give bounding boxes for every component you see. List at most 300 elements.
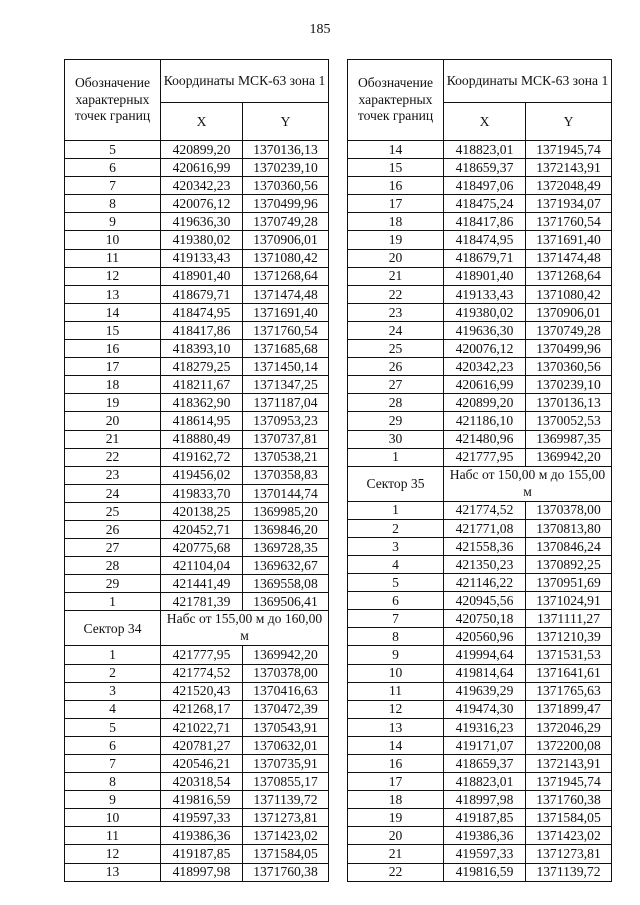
- x-coordinate: 420342,23: [444, 358, 526, 376]
- y-coordinate: 1371268,64: [526, 267, 612, 285]
- x-coordinate: 419162,72: [161, 448, 243, 466]
- y-coordinate: 1369728,35: [243, 539, 329, 557]
- table-row: [348, 394, 612, 412]
- table-row: [348, 519, 612, 537]
- y-coordinate: 1370735,91: [243, 754, 329, 772]
- table-row: [348, 285, 612, 303]
- table-row: [348, 376, 612, 394]
- table-row: [348, 177, 612, 195]
- point-number: 30: [348, 430, 444, 448]
- point-number: 5: [348, 574, 444, 592]
- x-coordinate: 418497,06: [444, 177, 526, 195]
- point-number: 6: [65, 736, 161, 754]
- table-row: [348, 555, 612, 573]
- x-coordinate: 418211,67: [161, 376, 243, 394]
- table-row: [348, 340, 612, 358]
- table-row: [348, 827, 612, 845]
- point-number: 13: [348, 718, 444, 736]
- y-coordinate: 1369632,67: [243, 557, 329, 575]
- point-number: 25: [348, 340, 444, 358]
- x-coordinate: 420775,68: [161, 539, 243, 557]
- table-row: [348, 213, 612, 231]
- y-coordinate: 1370906,01: [243, 231, 329, 249]
- point-number: 14: [348, 141, 444, 159]
- y-coordinate: 1370538,21: [243, 448, 329, 466]
- y-coordinate: 1371347,25: [243, 376, 329, 394]
- y-coordinate: 1369558,08: [243, 575, 329, 593]
- x-coordinate: 420452,71: [161, 520, 243, 538]
- point-number: 24: [65, 484, 161, 502]
- y-coordinate: 1370499,96: [526, 340, 612, 358]
- y-coordinate: 1369985,20: [243, 502, 329, 520]
- table-row: [65, 177, 329, 195]
- point-number: 9: [348, 646, 444, 664]
- table-row: [65, 430, 329, 448]
- coordinates-table-left: [64, 59, 329, 882]
- point-number: 16: [348, 754, 444, 772]
- table-row: [348, 159, 612, 177]
- y-coordinate: 1371139,72: [243, 791, 329, 809]
- x-coordinate: 421146,22: [444, 574, 526, 592]
- table-row: [348, 430, 612, 448]
- x-coordinate: 420781,27: [161, 736, 243, 754]
- table-row: [65, 159, 329, 177]
- point-number: 3: [348, 537, 444, 555]
- x-coordinate: 418659,37: [444, 159, 526, 177]
- x-coordinate: 418417,86: [161, 321, 243, 339]
- point-number: 3: [65, 682, 161, 700]
- point-number: 1: [65, 593, 161, 611]
- y-coordinate: 1371641,61: [526, 664, 612, 682]
- y-coordinate: 1371899,47: [526, 700, 612, 718]
- table-row: [65, 575, 329, 593]
- left-table-body: [65, 141, 329, 882]
- y-coordinate: 1371760,38: [526, 791, 612, 809]
- point-number: 2: [348, 519, 444, 537]
- x-coordinate: 419639,29: [444, 682, 526, 700]
- y-coordinate: 1371765,63: [526, 682, 612, 700]
- y-coordinate: 1370951,69: [526, 574, 612, 592]
- table-row: [65, 682, 329, 700]
- point-number: 26: [348, 358, 444, 376]
- table-row: [348, 537, 612, 555]
- y-coordinate: 1369987,35: [526, 430, 612, 448]
- right-table-body: [348, 141, 612, 882]
- y-coordinate: 1371760,54: [526, 213, 612, 231]
- x-coordinate: 418393,10: [161, 340, 243, 358]
- point-number: 12: [65, 845, 161, 863]
- x-coordinate: 419316,23: [444, 718, 526, 736]
- table-row: [65, 267, 329, 285]
- x-coordinate: 421520,43: [161, 682, 243, 700]
- x-coordinate: 421558,36: [444, 537, 526, 555]
- point-number: 2: [65, 664, 161, 682]
- point-number: 19: [348, 231, 444, 249]
- y-coordinate: 1369942,20: [526, 448, 612, 466]
- x-coordinate: 420138,25: [161, 502, 243, 520]
- x-coordinate: 419474,30: [444, 700, 526, 718]
- table-row: [348, 249, 612, 267]
- x-coordinate: 419456,02: [161, 466, 243, 484]
- y-coordinate: 1370360,56: [243, 177, 329, 195]
- y-coordinate: 1370813,80: [526, 519, 612, 537]
- x-coordinate: 420342,23: [161, 177, 243, 195]
- point-number: 16: [65, 340, 161, 358]
- point-number: 19: [348, 809, 444, 827]
- y-coordinate: 1369846,20: [243, 520, 329, 538]
- x-coordinate: 418823,01: [444, 773, 526, 791]
- y-coordinate: 1370239,10: [526, 376, 612, 394]
- point-number: 1: [348, 448, 444, 466]
- x-coordinate: 419187,85: [444, 809, 526, 827]
- table-row: [65, 376, 329, 394]
- x-column-header: X: [444, 103, 526, 141]
- point-number: 5: [65, 141, 161, 159]
- x-coordinate: 418417,86: [444, 213, 526, 231]
- table-row: [348, 195, 612, 213]
- table-row: [65, 557, 329, 575]
- table-row: [65, 539, 329, 557]
- y-coordinate: 1370416,63: [243, 682, 329, 700]
- x-column-header: X: [161, 103, 243, 141]
- y-coordinate: 1370737,81: [243, 430, 329, 448]
- y-coordinate: 1369506,41: [243, 593, 329, 611]
- table-row: [65, 827, 329, 845]
- y-coordinate: 1371945,74: [526, 141, 612, 159]
- table-row: [65, 412, 329, 430]
- x-coordinate: 418474,95: [161, 303, 243, 321]
- y-coordinate: 1371273,81: [526, 845, 612, 863]
- table-row: [348, 412, 612, 430]
- y-coordinate: 1370846,24: [526, 537, 612, 555]
- point-number: 21: [65, 430, 161, 448]
- table-row: [348, 845, 612, 863]
- y-coordinate: 1370499,96: [243, 195, 329, 213]
- coordinate-system-header: Координаты МСК-63 зона 1: [161, 60, 329, 103]
- sector-name: Сектор 35: [348, 466, 444, 501]
- x-coordinate: 419386,36: [444, 827, 526, 845]
- point-number: 21: [348, 267, 444, 285]
- y-coordinate: 1371474,48: [243, 285, 329, 303]
- y-coordinate: 1372048,49: [526, 177, 612, 195]
- coordinate-system-header: Координаты МСК-63 зона 1: [444, 60, 612, 103]
- y-column-header: Y: [526, 103, 612, 141]
- table-row: [65, 141, 329, 159]
- page-number: 185: [309, 22, 331, 37]
- x-coordinate: 419380,02: [444, 303, 526, 321]
- table-row: [65, 502, 329, 520]
- table-row: [348, 773, 612, 791]
- x-coordinate: 419833,70: [161, 484, 243, 502]
- table-row: [65, 466, 329, 484]
- y-coordinate: 1370855,17: [243, 773, 329, 791]
- y-coordinate: 1371423,02: [526, 827, 612, 845]
- point-number: 29: [348, 412, 444, 430]
- point-number: 12: [348, 700, 444, 718]
- point-number: 7: [348, 610, 444, 628]
- x-coordinate: 418823,01: [444, 141, 526, 159]
- table-row: [65, 394, 329, 412]
- point-number: 11: [65, 249, 161, 267]
- y-coordinate: 1372200,08: [526, 736, 612, 754]
- point-number: 28: [348, 394, 444, 412]
- y-coordinate: 1371584,05: [243, 845, 329, 863]
- y-coordinate: 1370378,00: [526, 501, 612, 519]
- point-number: 9: [65, 791, 161, 809]
- y-coordinate: 1370136,13: [243, 141, 329, 159]
- table-row: [65, 321, 329, 339]
- x-coordinate: 419380,02: [161, 231, 243, 249]
- x-coordinate: 421777,95: [444, 448, 526, 466]
- point-number: 23: [65, 466, 161, 484]
- x-coordinate: 419597,33: [161, 809, 243, 827]
- table-row: [65, 646, 329, 664]
- point-number: 29: [65, 575, 161, 593]
- x-coordinate: 420616,99: [161, 159, 243, 177]
- y-coordinate: 1371934,07: [526, 195, 612, 213]
- table-row: [65, 863, 329, 881]
- point-number: 10: [65, 231, 161, 249]
- y-coordinate: 1371531,53: [526, 646, 612, 664]
- point-number: 7: [65, 754, 161, 772]
- table-row: [348, 791, 612, 809]
- point-number: 19: [65, 394, 161, 412]
- y-coordinate: 1370749,28: [526, 321, 612, 339]
- x-coordinate: 420546,21: [161, 754, 243, 772]
- y-coordinate: 1371024,91: [526, 592, 612, 610]
- table-row: [348, 231, 612, 249]
- y-coordinate: 1371273,81: [243, 809, 329, 827]
- point-number: 1: [348, 501, 444, 519]
- x-coordinate: 419187,85: [161, 845, 243, 863]
- y-coordinate: 1371685,68: [243, 340, 329, 358]
- point-number: 13: [65, 863, 161, 881]
- point-number: 13: [65, 285, 161, 303]
- x-coordinate: 419133,43: [444, 285, 526, 303]
- y-coordinate: 1370144,74: [243, 484, 329, 502]
- point-number: 22: [348, 285, 444, 303]
- x-coordinate: 421781,39: [161, 593, 243, 611]
- x-coordinate: 418880,49: [161, 430, 243, 448]
- table-row: [348, 863, 612, 881]
- x-coordinate: 418614,95: [161, 412, 243, 430]
- point-number: 5: [65, 718, 161, 736]
- table-row: [348, 610, 612, 628]
- y-coordinate: 1371584,05: [526, 809, 612, 827]
- table-row: [65, 448, 329, 466]
- table-row: [65, 231, 329, 249]
- y-column-header: Y: [243, 103, 329, 141]
- x-coordinate: 418679,71: [161, 285, 243, 303]
- point-number: 18: [348, 791, 444, 809]
- y-coordinate: 1371691,40: [243, 303, 329, 321]
- point-number: 8: [65, 195, 161, 213]
- y-coordinate: 1370052,53: [526, 412, 612, 430]
- x-coordinate: 421268,17: [161, 700, 243, 718]
- point-number: 10: [65, 809, 161, 827]
- table-row: [65, 303, 329, 321]
- y-coordinate: 1372046,29: [526, 718, 612, 736]
- x-coordinate: 420899,20: [161, 141, 243, 159]
- point-number: 15: [65, 321, 161, 339]
- table-row: [348, 448, 612, 466]
- x-coordinate: 418679,71: [444, 249, 526, 267]
- x-coordinate: 419816,59: [161, 791, 243, 809]
- point-number: 23: [348, 303, 444, 321]
- point-number: 20: [348, 827, 444, 845]
- table-row: [348, 267, 612, 285]
- point-number: 7: [65, 177, 161, 195]
- coordinates-table-right: [347, 59, 612, 882]
- point-number: 24: [348, 321, 444, 339]
- table-row: [348, 682, 612, 700]
- table-row: [65, 809, 329, 827]
- table-row: [65, 754, 329, 772]
- table-row: [348, 592, 612, 610]
- sector-name: Сектор 34: [65, 611, 161, 646]
- table-row: [348, 809, 612, 827]
- point-number: 11: [65, 827, 161, 845]
- table-row: [348, 574, 612, 592]
- point-number: 14: [348, 736, 444, 754]
- y-coordinate: 1370239,10: [243, 159, 329, 177]
- point-number: 11: [348, 682, 444, 700]
- point-number: 9: [65, 213, 161, 231]
- point-number: 8: [65, 773, 161, 791]
- point-number: 18: [65, 376, 161, 394]
- table-row: [348, 321, 612, 339]
- y-coordinate: 1370136,13: [526, 394, 612, 412]
- point-number: 14: [65, 303, 161, 321]
- table-row: [65, 593, 329, 611]
- point-number: 8: [348, 628, 444, 646]
- y-coordinate: 1371268,64: [243, 267, 329, 285]
- point-number: 22: [348, 863, 444, 881]
- x-coordinate: 420076,12: [161, 195, 243, 213]
- y-coordinate: 1370543,91: [243, 718, 329, 736]
- table-row: [65, 213, 329, 231]
- x-coordinate: 421441,49: [161, 575, 243, 593]
- x-coordinate: 418659,37: [444, 754, 526, 772]
- y-coordinate: 1370892,25: [526, 555, 612, 573]
- x-coordinate: 418901,40: [161, 267, 243, 285]
- x-coordinate: 421774,52: [444, 501, 526, 519]
- x-coordinate: 421104,04: [161, 557, 243, 575]
- x-coordinate: 418997,98: [444, 791, 526, 809]
- x-coordinate: 418475,24: [444, 195, 526, 213]
- y-coordinate: 1371080,42: [243, 249, 329, 267]
- table-row: [65, 736, 329, 754]
- x-coordinate: 418474,95: [444, 231, 526, 249]
- x-coordinate: 418901,40: [444, 267, 526, 285]
- y-coordinate: 1371450,14: [243, 358, 329, 376]
- table-row: [65, 358, 329, 376]
- point-number: 4: [65, 700, 161, 718]
- y-coordinate: 1370906,01: [526, 303, 612, 321]
- x-coordinate: 420318,54: [161, 773, 243, 791]
- x-coordinate: 419133,43: [161, 249, 243, 267]
- point-number: 20: [65, 412, 161, 430]
- table-row: [65, 664, 329, 682]
- table-row: [65, 700, 329, 718]
- table-row: [348, 646, 612, 664]
- point-number: 18: [348, 213, 444, 231]
- x-coordinate: 420750,18: [444, 610, 526, 628]
- table-row: [65, 520, 329, 538]
- x-coordinate: 419814,64: [444, 664, 526, 682]
- table-row: [65, 773, 329, 791]
- y-coordinate: 1370358,83: [243, 466, 329, 484]
- point-number: 27: [65, 539, 161, 557]
- table-row: [65, 195, 329, 213]
- point-number: 15: [348, 159, 444, 177]
- table-row: [348, 141, 612, 159]
- y-coordinate: 1371760,54: [243, 321, 329, 339]
- point-number: 28: [65, 557, 161, 575]
- y-coordinate: 1371760,38: [243, 863, 329, 881]
- x-coordinate: 421480,96: [444, 430, 526, 448]
- y-coordinate: 1369942,20: [243, 646, 329, 664]
- x-coordinate: 418362,90: [161, 394, 243, 412]
- table-row: [348, 501, 612, 519]
- table-row: [65, 484, 329, 502]
- x-coordinate: 421774,52: [161, 664, 243, 682]
- y-coordinate: 1371474,48: [526, 249, 612, 267]
- table-row: [65, 791, 329, 809]
- x-coordinate: 419171,07: [444, 736, 526, 754]
- point-number: 6: [65, 159, 161, 177]
- y-coordinate: 1370360,56: [526, 358, 612, 376]
- point-number: 6: [348, 592, 444, 610]
- y-coordinate: 1371187,04: [243, 394, 329, 412]
- point-number: 17: [65, 358, 161, 376]
- point-number: 26: [65, 520, 161, 538]
- sector-height-range: Набс от 150,00 м до 155,00 м: [444, 466, 612, 501]
- y-coordinate: 1371423,02: [243, 827, 329, 845]
- table-row: [348, 358, 612, 376]
- point-number: 10: [348, 664, 444, 682]
- x-coordinate: 418279,25: [161, 358, 243, 376]
- table-row: [348, 664, 612, 682]
- x-coordinate: 419994,64: [444, 646, 526, 664]
- point-number: 25: [65, 502, 161, 520]
- y-coordinate: 1372143,91: [526, 754, 612, 772]
- y-coordinate: 1371945,74: [526, 773, 612, 791]
- x-coordinate: 419597,33: [444, 845, 526, 863]
- table-row: [65, 285, 329, 303]
- x-coordinate: 421022,71: [161, 718, 243, 736]
- point-number: 20: [348, 249, 444, 267]
- table-row: [348, 736, 612, 754]
- table-row: [348, 628, 612, 646]
- y-coordinate: 1370472,39: [243, 700, 329, 718]
- x-coordinate: 418997,98: [161, 863, 243, 881]
- x-coordinate: 421350,23: [444, 555, 526, 573]
- table-row: [65, 249, 329, 267]
- x-coordinate: 419816,59: [444, 863, 526, 881]
- y-coordinate: 1370632,01: [243, 736, 329, 754]
- point-number: 27: [348, 376, 444, 394]
- point-number: 21: [348, 845, 444, 863]
- y-coordinate: 1371111,27: [526, 610, 612, 628]
- table-row: [348, 754, 612, 772]
- sector-height-range: Набс от 155,00 м до 160,00 м: [161, 611, 329, 646]
- x-coordinate: 419636,30: [161, 213, 243, 231]
- table-row: [348, 718, 612, 736]
- table-row: [65, 340, 329, 358]
- table-row: [348, 700, 612, 718]
- point-number: 17: [348, 195, 444, 213]
